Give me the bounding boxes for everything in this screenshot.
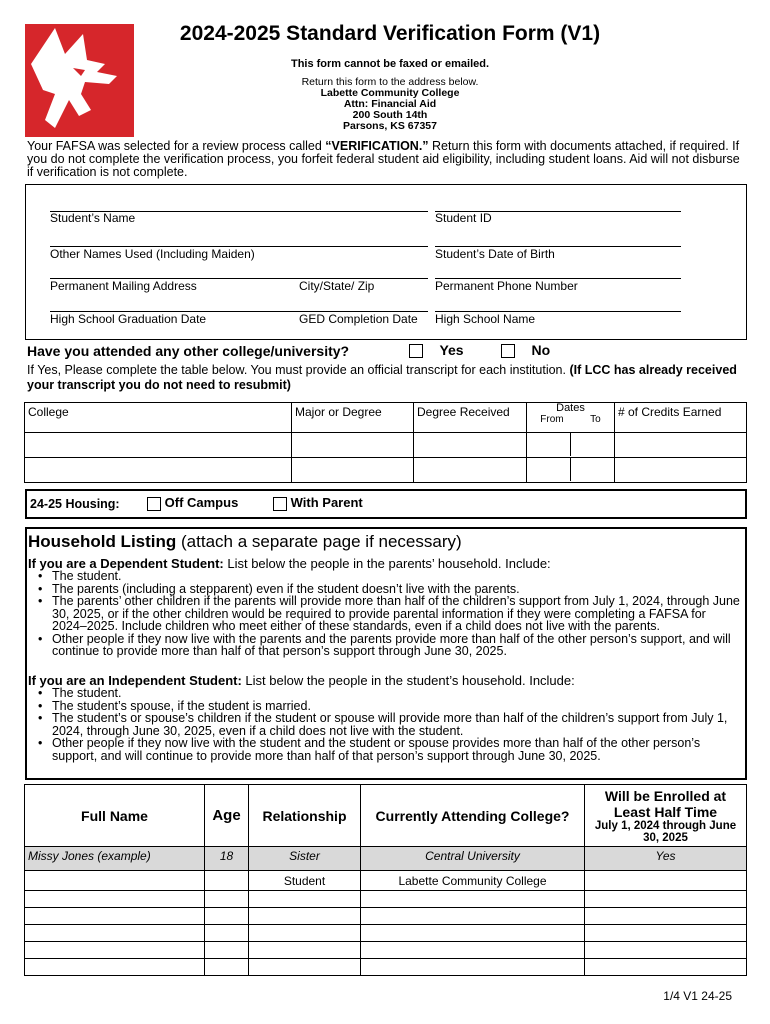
degree-header: Degree Received xyxy=(414,403,527,433)
student-name-label: Student’s Name xyxy=(50,211,136,225)
household-table xyxy=(24,784,747,976)
table-row: Student Labette Community College xyxy=(25,871,747,891)
phone-label: Permanent Phone Number xyxy=(435,279,578,293)
table-row xyxy=(25,942,747,959)
college-table xyxy=(24,402,747,483)
household-title: Household Listing (attach a separate page if necessary) xyxy=(28,532,462,551)
enrolled-header: Will be Enrolled at Least Half Time July 1, 2024 through June 30, 2025 xyxy=(585,785,747,847)
with-parent-option[interactable]: With Parent xyxy=(273,495,363,511)
table-row xyxy=(25,925,747,942)
list-item: • The student’s or spouse’s children if the student or spouse will provide more than half of the children’s support from July 1, 2024, through June 30, 2025, even if a child does not live with the student. xyxy=(28,712,740,737)
housing-box xyxy=(25,489,747,519)
yes-option[interactable] xyxy=(409,342,464,360)
city-label: City/State/ Zip xyxy=(299,279,375,293)
form-title: 2024-2025 Standard Verification Form (V1) xyxy=(179,22,601,45)
college-question: Have you attended any other college/university? xyxy=(27,343,350,359)
credits-header: # of Credits Earned xyxy=(615,403,747,433)
hs-grad-label: High School Graduation Date xyxy=(50,312,207,326)
off-campus-checkbox[interactable] xyxy=(147,497,161,511)
dependent-heading: If you are a Dependent Student: List below the people in the parents’ household. Include: xyxy=(28,556,551,571)
dependent-list xyxy=(28,570,740,658)
mailing-label: Permanent Mailing Address xyxy=(50,279,197,293)
full-name-header: Full Name xyxy=(25,785,205,847)
page-footer: 1/4 V1 24-25 xyxy=(663,989,732,1003)
independent-heading: If you are an Independent Student: List below the people in the student’s household. Include: xyxy=(28,673,575,688)
college-header: College xyxy=(25,403,292,433)
list-item: • The student’s spouse, if the student is married. xyxy=(28,700,740,713)
age-header: Age xyxy=(205,785,249,847)
with-parent-checkbox[interactable] xyxy=(273,497,287,511)
other-names-label: Other Names Used (Including Maiden) xyxy=(50,247,255,261)
yes-label: Yes xyxy=(439,342,464,358)
no-checkbox[interactable] xyxy=(501,344,515,358)
housing-label: 24-25 Housing: xyxy=(30,497,120,511)
transcript-instruction: If Yes, Please complete the table below. You must provide an official transcript for each institution. (If LCC has already received your transcript you do not need to resubmit) xyxy=(27,363,737,392)
hs-name-label: High School Name xyxy=(435,312,536,326)
table-row xyxy=(25,891,747,908)
list-item: • The student. xyxy=(28,687,740,700)
major-header: Major or Degree xyxy=(292,403,414,433)
intro-paragraph: Your FAFSA was selected for a review process called “VERIFICATION.” Return this form with documents attached, if required. If you do not complete the verification process, you forfeit federal student aid eligibility, including student loans. Aid will not disburse if verification is not complete. xyxy=(27,139,740,179)
list-item: • Other people if they now live with the parents and the parents provide more than half of the other person’s support, and will continue to provide more than half of that person’s support through June 30, 2025. xyxy=(28,633,740,658)
student-id-label: Student ID xyxy=(435,211,492,225)
table-row xyxy=(25,458,747,483)
yes-checkbox[interactable] xyxy=(409,344,423,358)
table-row xyxy=(25,908,747,925)
dates-header: Dates From To xyxy=(527,403,615,433)
no-label: No xyxy=(531,342,551,358)
off-campus-option[interactable]: Off Campus xyxy=(147,495,238,511)
no-option[interactable] xyxy=(501,342,550,360)
ged-label: GED Completion Date xyxy=(299,312,418,326)
table-row xyxy=(25,433,747,458)
return-address: Return this form to the address below. Labette Community College Attn: Financial Aid 200 South 14th Parsons, KS 67357 xyxy=(301,76,479,132)
list-item: • The parents (including a stepparent) even if the student doesn’t live with the parents. xyxy=(28,583,740,596)
list-item: • The student. xyxy=(28,570,740,583)
table-row xyxy=(25,959,747,976)
attending-header: Currently Attending College? xyxy=(361,785,585,847)
list-item: • The parents’ other children if the parents will provide more than half of the children’s support from July 1, 2024, through June 30, 2025, or if the other children would be required to provide parental information if they were completing a FAFSA for 2024–2025. Include children who meet either of these standards, even if a child does not live with the parents. xyxy=(28,595,740,633)
no-fax-notice: This form cannot be faxed or emailed. xyxy=(290,58,490,70)
cardinal-logo xyxy=(25,24,134,137)
example-row: Missy Jones (example) 18 Sister Central University Yes xyxy=(25,847,747,871)
cardinal-bird-icon xyxy=(25,24,134,137)
independent-list xyxy=(28,687,740,762)
relationship-header: Relationship xyxy=(249,785,361,847)
list-item: • Other people if they now live with the student and the student or spouse provides more than half of the other person’s support, and will continue to provide more than half of that person’s support through June 30, 2025. xyxy=(28,737,740,762)
dob-label: Student’s Date of Birth xyxy=(435,247,555,261)
